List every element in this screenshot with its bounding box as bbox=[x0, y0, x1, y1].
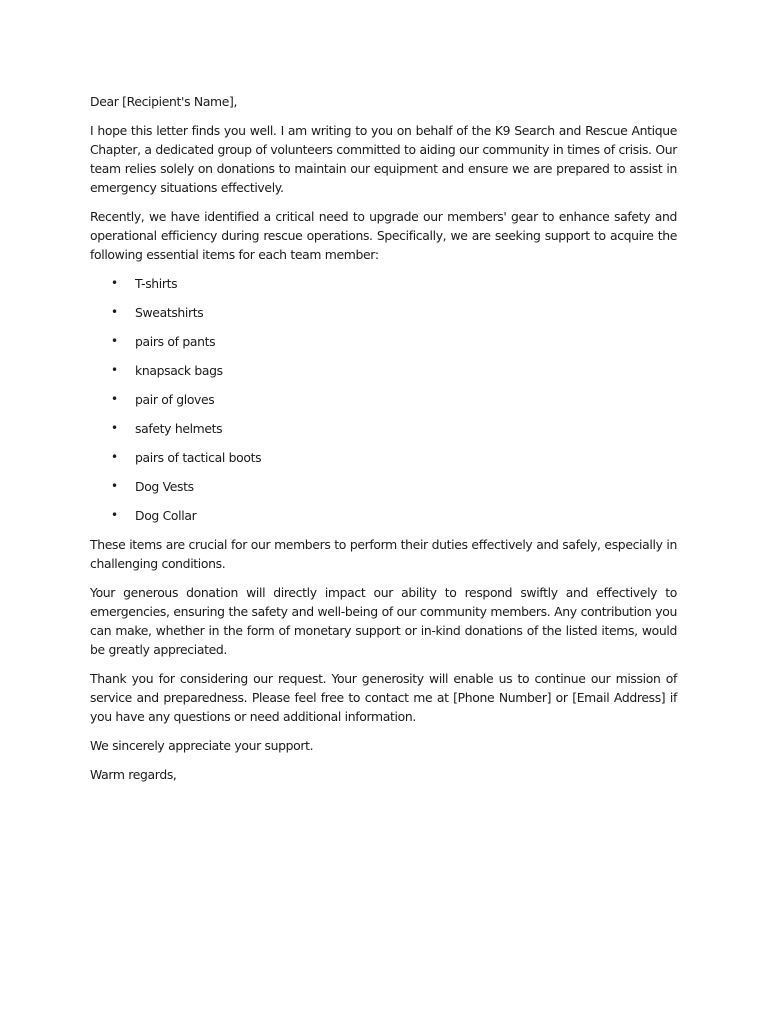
item-label: Sweatshirts bbox=[135, 305, 204, 320]
bullet-icon: • bbox=[111, 392, 118, 406]
item-label: knapsack bags bbox=[135, 363, 223, 378]
list-item bbox=[90, 419, 677, 438]
appreciation-line: We sincerely appreciate your support. bbox=[90, 738, 314, 753]
list-item bbox=[90, 448, 677, 467]
thanks-paragraph: Thank you for considering our request. Your generosity will enable us to continue our mission of service and preparedness. Please feel free to contact me at [Phone Number] or [Email Address] if you have any questions or need additional information. bbox=[90, 671, 677, 724]
closing-line: Warm regards, bbox=[90, 767, 177, 782]
intro-paragraph: I hope this letter finds you well. I am writing to you on behalf of the K9 Search and Rescue Antique Chapter, a dedicated group of volunteers committed to aiding our community in times of crisis. Our team relies solely on donations to maintain our equipment and ensure we are prepared to assist in emergency situations effectively. bbox=[90, 123, 677, 195]
list-item bbox=[90, 332, 677, 351]
list-item bbox=[90, 361, 677, 380]
item-label: Dog Collar bbox=[135, 508, 197, 523]
bullet-icon: • bbox=[111, 334, 118, 348]
list-item bbox=[90, 477, 677, 496]
letter-body bbox=[90, 92, 677, 794]
item-label: Dog Vests bbox=[135, 479, 194, 494]
bullet-icon: • bbox=[111, 276, 118, 290]
item-label: pairs of tactical boots bbox=[135, 450, 262, 465]
list-item bbox=[90, 390, 677, 409]
bullet-icon: • bbox=[111, 363, 118, 377]
list-item bbox=[90, 303, 677, 322]
bullet-icon: • bbox=[111, 450, 118, 464]
need-paragraph: Recently, we have identified a critical need to upgrade our members' gear to enhance safety and operational efficiency during rescue operations. Specifically, we are seeking support to acquire the following essential items for each team member: bbox=[90, 209, 677, 262]
bullet-icon: • bbox=[111, 421, 118, 435]
item-label: pair of gloves bbox=[135, 392, 215, 407]
item-label: pairs of pants bbox=[135, 334, 216, 349]
items-list bbox=[90, 274, 677, 525]
bullet-icon: • bbox=[111, 508, 118, 522]
item-label: T-shirts bbox=[135, 276, 178, 291]
list-item bbox=[90, 274, 677, 293]
list-item bbox=[90, 506, 677, 525]
impact-paragraph: Your generous donation will directly impact our ability to respond swiftly and effectively to emergencies, ensuring the safety and well-being of our community members. Any contribution you can make, whether in the form of monetary support or in-kind donations of the listed items, would be greatly appreciated. bbox=[90, 585, 677, 657]
importance-paragraph: These items are crucial for our members to perform their duties effectively and safely, especially in challenging conditions. bbox=[90, 537, 677, 571]
item-label: safety helmets bbox=[135, 421, 223, 436]
bullet-icon: • bbox=[111, 305, 118, 319]
bullet-icon: • bbox=[111, 479, 118, 493]
greeting: Dear [Recipient's Name], bbox=[90, 94, 238, 109]
